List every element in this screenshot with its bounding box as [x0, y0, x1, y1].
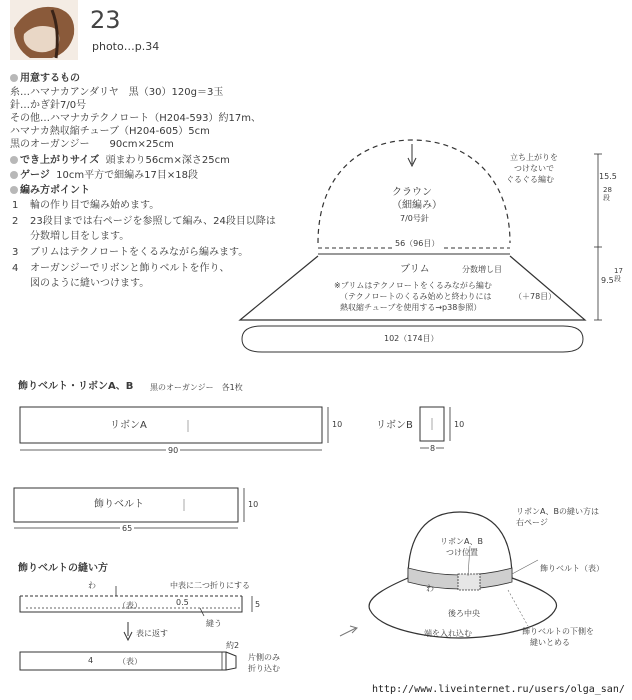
width-four: 4: [88, 656, 94, 665]
point-text: 輪の作り目で編み始めます。: [30, 200, 160, 211]
materials-heading: 用意するもの: [10, 72, 80, 85]
belt-height: 10: [248, 500, 259, 509]
sewing-section-title: 飾りベルトの縫い方: [18, 563, 108, 574]
crown-stitch: （細編み）: [392, 200, 442, 211]
brim-label: ブリム: [400, 264, 430, 275]
point-text: 図のように縫いつけます。: [30, 278, 150, 289]
points-heading: 編み方ポイント: [10, 184, 90, 197]
pattern-number: 23: [90, 6, 121, 34]
materials-line: ハマナカ熱収縮チューブ（H204-605）5cm: [10, 126, 210, 137]
crown-rows: 28段: [603, 186, 612, 202]
materials-line: 糸…ハマナカアンダリヤ 黒（30）120g＝3玉: [10, 87, 224, 98]
materials-line: 黒のオーガンジー 90cm×25cm: [10, 139, 174, 150]
standup-note: ぐるぐる編む: [506, 175, 554, 184]
sew-under-note: 飾りベルトの下側を: [522, 627, 594, 636]
crown-hook: 7/0号針: [400, 214, 429, 223]
ribbon-a-rect: [20, 407, 322, 443]
belt-width: 65: [122, 524, 133, 533]
sew-under-note: 縫いとめる: [530, 638, 570, 647]
ribbon-b-width: 8: [430, 444, 436, 453]
watermark-url: http://www.liveinternet.ru/users/olga_san/: [372, 684, 625, 695]
ribbon-a-label: リボンA: [110, 420, 147, 431]
materials-line: 針…かぎ針7/0号: [10, 100, 87, 111]
ribbon-section-title: 飾りベルト・リボンA、B: [18, 381, 134, 392]
point-number: 3: [12, 247, 19, 258]
bullet-icon: [10, 171, 18, 179]
brim-note: （テクノロートのくるみ始めと終わりには: [340, 292, 492, 301]
approx-two: 約2: [226, 641, 240, 650]
materials-line: その他…ハマナカテクノロート（H204-593）約17m、: [10, 113, 261, 124]
crown-width: 56（96目）: [392, 238, 442, 249]
standup-note: つけないで: [514, 164, 554, 173]
fold-mark: わ: [426, 584, 434, 593]
brim-increase: 分数増し目: [462, 265, 502, 274]
front-side-label: （表）: [118, 601, 142, 610]
front-side-label: （表）: [118, 657, 142, 666]
crown-height: 15.5: [599, 172, 617, 181]
point-text: 分数増し目をします。: [30, 231, 130, 242]
finished-hat: [369, 512, 556, 638]
hat-photo-thumbnail: [10, 0, 78, 60]
crown-label: クラウン: [392, 187, 432, 198]
belt-front-label: 飾りベルト（表）: [540, 564, 604, 573]
brim-note: ※ブリムはテクノロートをくるみながら編む: [334, 281, 492, 290]
seam-allowance: 0.5: [176, 598, 189, 607]
point-number: 2: [12, 216, 19, 227]
point-text: オーガンジーでリボンと飾りベルトを作り、: [30, 263, 230, 274]
point-text: 23段目までは右ページを参照して編み、24段目以降は: [30, 216, 276, 227]
brim-height: 9.5: [601, 276, 614, 285]
bullet-icon: [10, 156, 18, 164]
tuck-end-label: 端を入れ込む: [424, 629, 472, 638]
turn-out-note: 表に返す: [136, 629, 168, 638]
finished-size: でき上がりサイズ 頭まわり56cm×深さ25cm: [10, 154, 230, 167]
fold-one-side: 片側のみ: [248, 653, 280, 662]
brim-rows: 17段: [614, 267, 623, 283]
ribbon-a-width: 90: [168, 446, 179, 455]
photo-reference: photo…p.34: [92, 40, 160, 53]
bullet-icon: [10, 186, 18, 194]
fold-in-half-note: 中表に二つ折りにする: [170, 581, 250, 590]
fold-mark: わ: [88, 581, 96, 590]
width-five: 5: [255, 600, 261, 609]
ribbon-b-height: 10: [454, 420, 465, 429]
fold-one-side: 折り込む: [248, 664, 280, 673]
standup-note: 立ち上がりを: [510, 153, 558, 162]
point-number: 1: [12, 200, 19, 211]
sew-note: 縫う: [206, 619, 222, 628]
ribbon-material: 黒のオーガンジー 各1枚: [150, 383, 243, 392]
brim-note: 熱収縮チューブを使用する→p38参照）: [340, 303, 482, 312]
ribbon-attach-position: リボンA、B: [440, 537, 483, 546]
back-center-label: 後ろ中央: [448, 609, 480, 618]
ribbon-a-height: 10: [332, 420, 343, 429]
brim-width: 102（174目）: [384, 334, 439, 343]
ribbon-attach-position: つけ位置: [446, 548, 478, 557]
point-number: 4: [12, 263, 19, 274]
ribbon-b-label: リボンB: [376, 420, 413, 431]
belt-label: 飾りベルト: [94, 499, 144, 510]
ribbon-sewing-note: リボンA、Bの縫い方は: [516, 507, 599, 516]
brim-plus: （＋78目）: [514, 292, 557, 301]
ribbon-sewing-note: 右ページ: [516, 518, 548, 527]
bullet-icon: [10, 74, 18, 82]
gauge: ゲージ 10cm平方で細編み17目×18段: [10, 169, 198, 182]
point-text: ブリムはテクノロートをくるみながら編みます。: [30, 247, 249, 258]
